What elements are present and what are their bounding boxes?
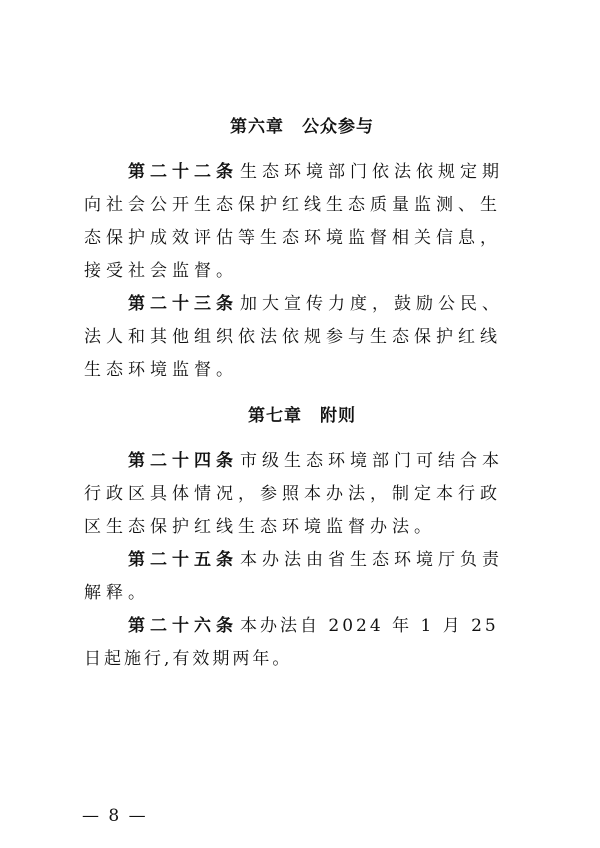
chapter-number: 第六章 (230, 117, 284, 137)
chapter-6-heading (84, 112, 520, 142)
article-26 (84, 610, 520, 676)
chapter-title: 附则 (320, 406, 356, 426)
article-text: 市级生态环境部门可结合本行政区具体情况，参照本办法，制定本行政区生态保护红线生态环境监督办法。 (84, 451, 504, 537)
chapter-number: 第七章 (248, 406, 302, 426)
article-text: 生态环境部门依法依规定期向社会公开生态保护红线生态质量监测、生态保护成效评估等生态环境监督相关信息，接受社会监督。 (84, 162, 504, 281)
chapter-7-heading (84, 401, 520, 431)
article-24 (84, 445, 520, 544)
article-label: 第二十二条 (128, 162, 238, 182)
chapter-6-body (84, 156, 520, 387)
article-23 (84, 288, 520, 387)
article-text: 本办法由省生态环境厅负责解释。 (84, 550, 504, 603)
article-text: 本办法自 2024 年 1 月 25 日起施行,有效期两年。 (84, 616, 499, 669)
chapter-7-body (84, 445, 520, 676)
chapter-title: 公众参与 (302, 117, 374, 137)
page-number: — 8 — (82, 806, 148, 826)
article-label: 第二十六条 (128, 616, 238, 636)
article-25 (84, 544, 520, 610)
article-label: 第二十四条 (128, 451, 238, 471)
article-text: 加大宣传力度，鼓励公民、法人和其他组织依法依规参与生态保护红线生态环境监督。 (84, 294, 504, 380)
article-22 (84, 156, 520, 288)
article-label: 第二十三条 (128, 294, 238, 314)
article-label: 第二十五条 (128, 550, 238, 570)
